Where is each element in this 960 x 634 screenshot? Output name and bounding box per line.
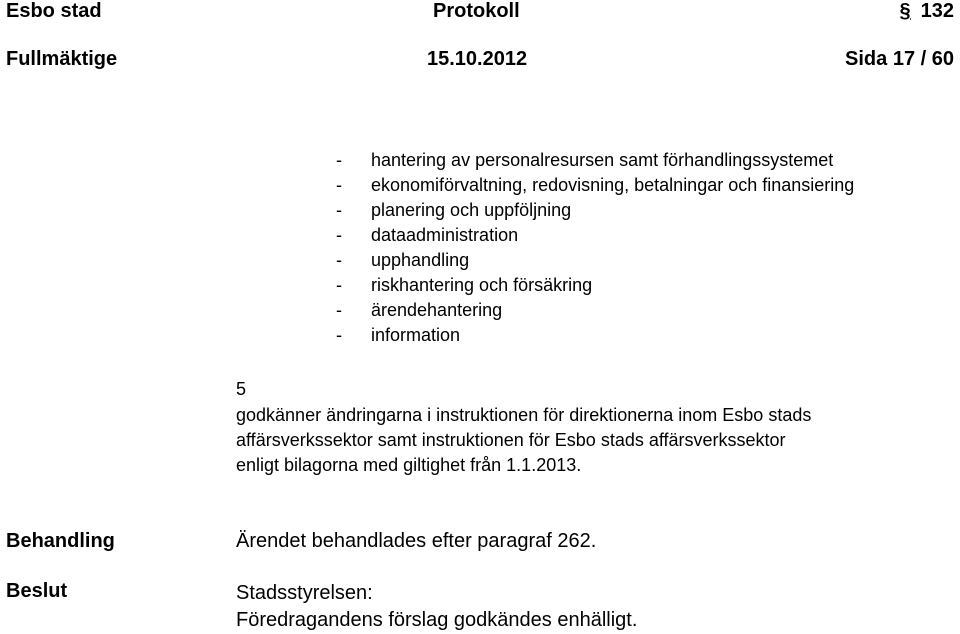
list-item xyxy=(336,248,854,273)
dash-bullet: - xyxy=(336,250,342,270)
list-item-text: riskhantering och försäkring xyxy=(371,275,593,295)
list-item-text: dataadministration xyxy=(371,225,519,245)
paragraph-sign: § xyxy=(899,0,911,22)
document-type: Protokoll xyxy=(433,0,520,22)
page-number: Sida 17 / 60 xyxy=(845,48,954,70)
paragraph-number xyxy=(900,0,955,23)
meeting-date: 15.10.2012 xyxy=(427,48,528,70)
treatment-text: Ärendet behandlades efter paragraf 262. xyxy=(236,530,597,552)
list-item-text: ärendehantering xyxy=(371,300,503,320)
decision-text xyxy=(236,580,637,634)
dash-bullet: - xyxy=(336,150,342,170)
list-item xyxy=(336,148,854,173)
decision-item-line: affärsverkssektor samt instruktionen för Esbo stads affärsverkssektor xyxy=(236,430,786,450)
decision-label: Beslut xyxy=(6,580,68,602)
body-name: Fullmäktige xyxy=(6,48,118,70)
list-item-text: information xyxy=(371,325,461,345)
decision-item-line: enligt bilagorna med giltighet från 1.1.2013. xyxy=(236,455,582,475)
list-item xyxy=(336,323,854,348)
dash-bullet: - xyxy=(336,200,342,220)
list-item xyxy=(336,273,854,298)
treatment-label: Behandling xyxy=(6,530,115,552)
dash-bullet: - xyxy=(336,175,342,195)
list-item-text: upphandling xyxy=(371,250,470,270)
dash-bullet: - xyxy=(336,275,342,295)
decision-item-number: 5 xyxy=(236,379,247,399)
municipality-name: Esbo stad xyxy=(6,0,102,22)
list-item xyxy=(336,298,854,323)
dash-bullet: - xyxy=(336,225,342,245)
decision-line: Stadsstyrelsen: xyxy=(236,582,373,604)
decision-item-line: godkänner ändringarna i instruktionen för direktionerna inom Esbo stads xyxy=(236,405,812,425)
list-item-text: planering och uppföljning xyxy=(371,200,572,220)
paragraph-number-value: 132 xyxy=(920,0,954,22)
list-item xyxy=(336,223,854,248)
list-item-text: ekonomiförvaltning, redovisning, betalningar och finansiering xyxy=(371,175,855,195)
decision-line: Föredragandens förslag godkändes enhälligt. xyxy=(236,609,638,631)
task-list xyxy=(336,148,854,348)
decision-item-text xyxy=(236,403,811,478)
list-item xyxy=(336,198,854,223)
list-item xyxy=(336,173,854,198)
dash-bullet: - xyxy=(336,300,342,320)
dash-bullet: - xyxy=(336,325,342,345)
list-item-text: hantering av personalresursen samt förhandlingssystemet xyxy=(371,150,834,170)
